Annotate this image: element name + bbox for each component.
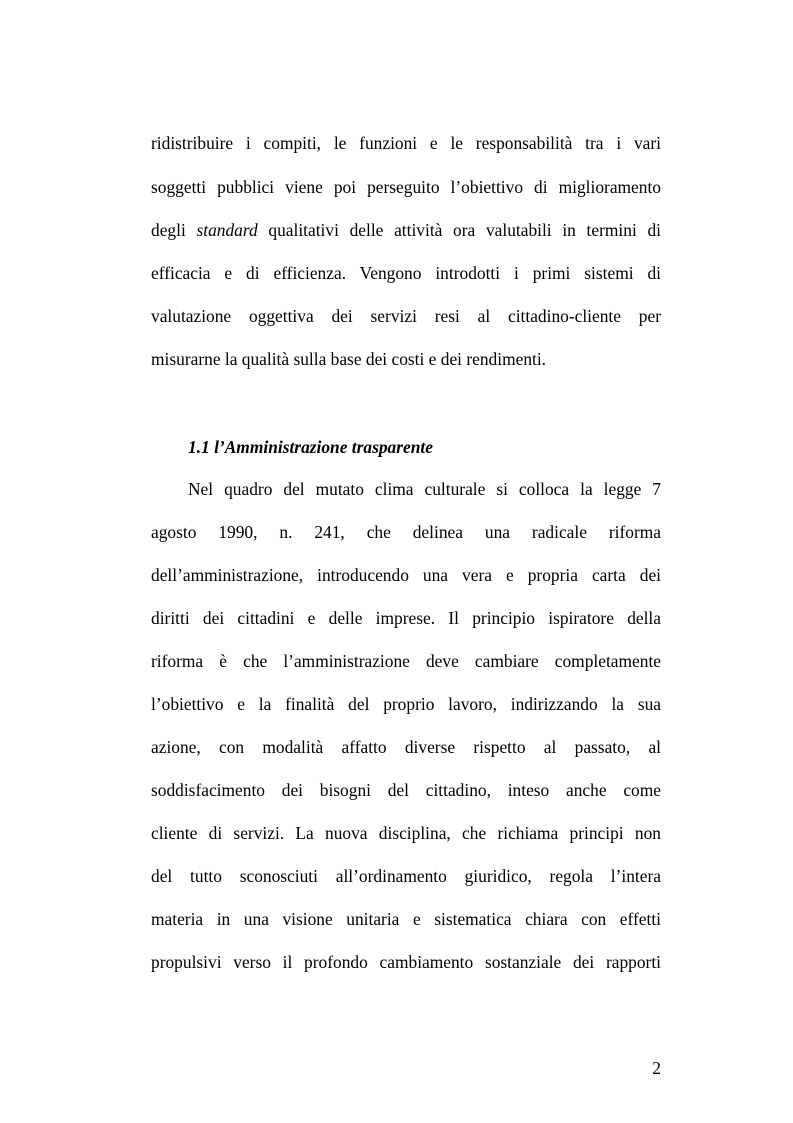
paragraph-line: valutazione oggettiva dei servizi resi al cittadino-cliente per	[151, 306, 661, 326]
line-rest: qualitativi delle attività ora valutabili in termini di	[268, 220, 661, 240]
paragraph-line: ridistribuire i compiti, le funzioni e le responsabilità tra i vari	[151, 133, 661, 153]
paragraph-line: soggetti pubblici viene poi perseguito l’obiettivo di miglioramento	[151, 177, 661, 197]
paragraph-line: diritti dei cittadini e delle imprese. Il principio ispiratore della	[151, 608, 661, 628]
paragraph-line: Nel quadro del mutato clima culturale si colloca la legge 7	[188, 479, 661, 499]
paragraph-line: propulsivi verso il profondo cambiamento sostanziale dei rapporti	[151, 952, 661, 972]
paragraph-line: misurarne la qualità sulla base dei costi e dei rendimenti.	[151, 349, 547, 369]
paragraph-line: azione, con modalità affatto diverse rispetto al passato, al	[151, 737, 661, 757]
paragraph-line: del tutto sconosciuti all’ordinamento giuridico, regola l’intera	[151, 866, 661, 886]
page-number: 2	[652, 1058, 661, 1078]
paragraph-line: cliente di servizi. La nuova disciplina, che richiama principi non	[151, 823, 661, 843]
italic-term: standard	[196, 220, 258, 240]
paragraph-line: riforma è che l’amministrazione deve cambiare completamente	[151, 651, 661, 671]
paragraph-line: materia in una visione unitaria e sistematica chiara con effetti	[151, 909, 661, 929]
line-prefix: degli	[151, 220, 186, 240]
paragraph-line: l’obiettivo e la finalità del proprio lavoro, indirizzando la sua	[151, 694, 661, 714]
paragraph-line: soddisfacimento dei bisogni del cittadino, inteso anche come	[151, 780, 661, 800]
section-heading: 1.1 l’Amministrazione trasparente	[188, 437, 433, 457]
paragraph-line: dell’amministrazione, introducendo una vera e propria carta dei	[151, 565, 661, 585]
paragraph-line: agosto 1990, n. 241, che delinea una radicale riforma	[151, 522, 661, 542]
paragraph-line-with-italic	[151, 218, 661, 242]
paragraph-line: efficacia e di efficienza. Vengono introdotti i primi sistemi di	[151, 263, 661, 283]
